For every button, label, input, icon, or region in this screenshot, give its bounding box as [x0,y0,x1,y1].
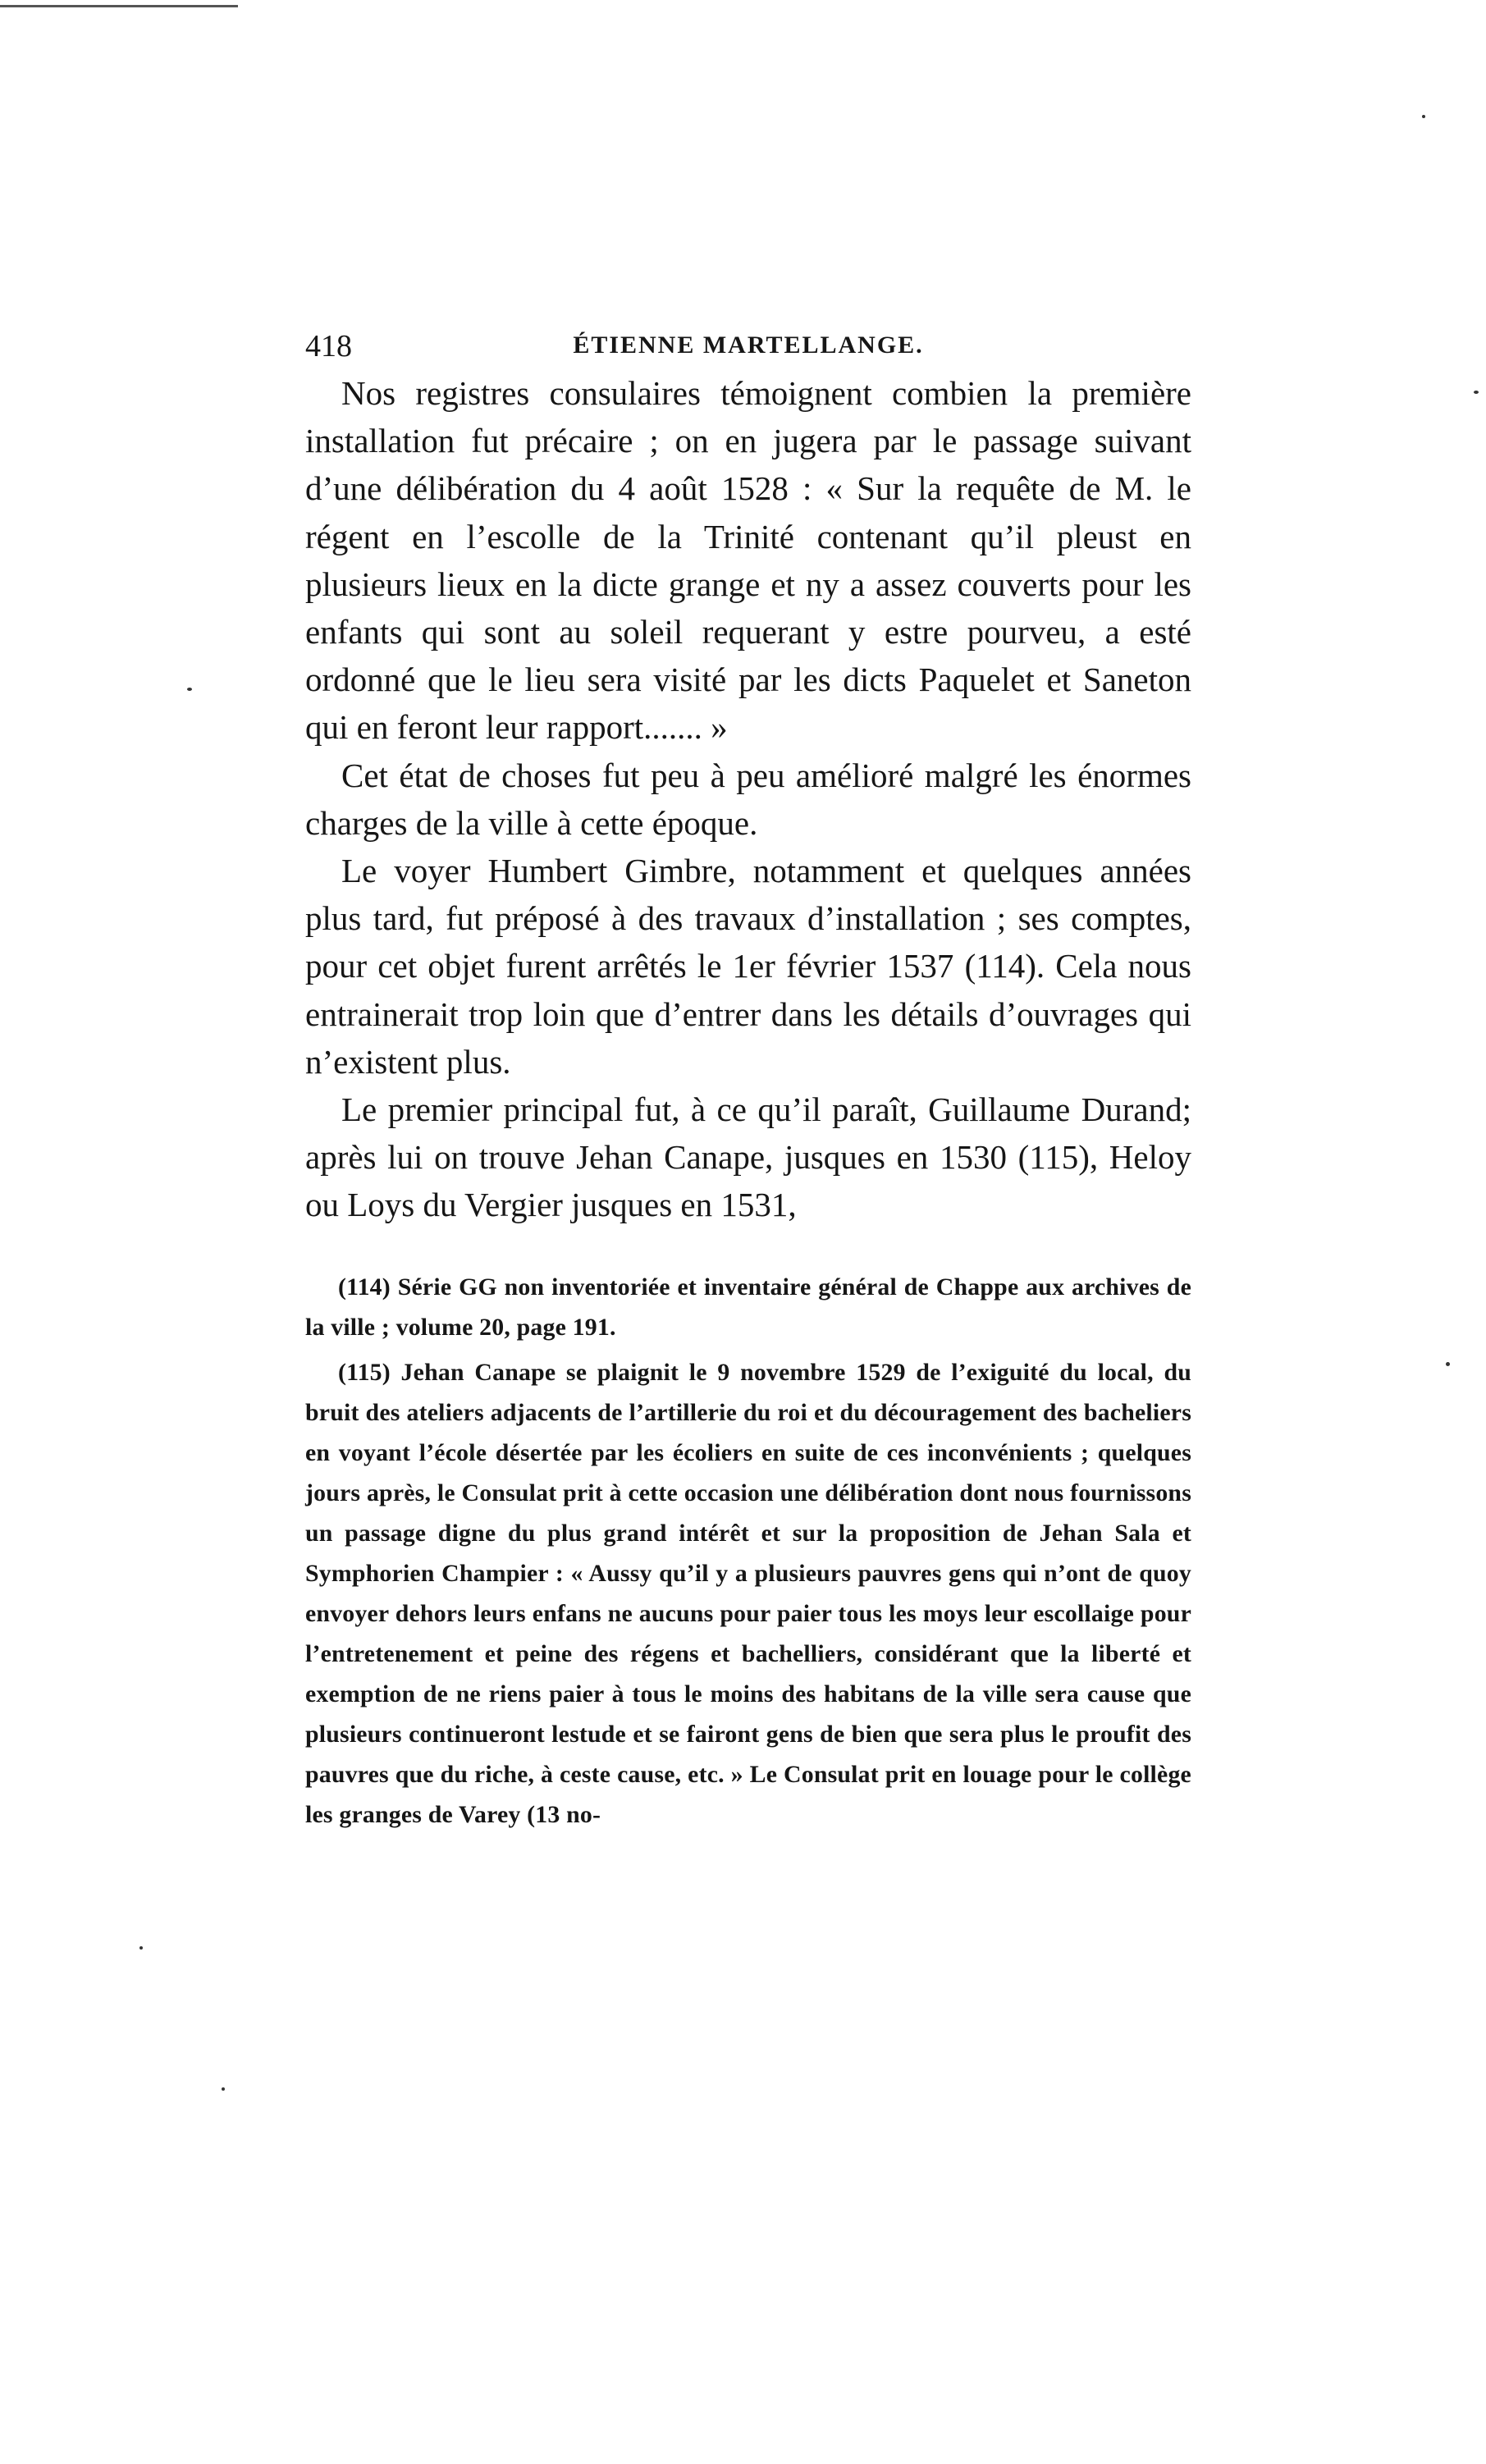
scan-edge-rule [0,5,238,7]
body-paragraph: Le voyer Humbert Gimbre, notamment et quelques années plus tard, fut préposé à des travaux d’installation ; ses comptes, pour cet objet furent arrêtés le 1er février 1537 (114). Cela nous entrainerait trop loin que d’entrer dans les détails d’ouvrages qui n’existent plus. [305,852,1191,1081]
running-head [305,323,1191,369]
scan-speck [187,688,192,691]
scan-speck [139,1946,143,1950]
body-paragraph: Le premier principal fut, à ce qu’il paraît, Guillaume Durand; après lui on trouve Jehan Canape, jusques en 1530 (115), Heloy ou Loys du Vergier jusques en 1531, [305,1090,1191,1224]
body-paragraph: Nos registres consulaires témoignent combien la première installation fut précaire ; on en jugera par le passage suivant d’une délibération du 4 août 1528 : « Sur la requête de M. le régent en l’escolle de la Trinité contenant qu’il pleust en plusieurs lieux en la dicte grange et ny a assez couverts pour les enfants qui sont au soleil requerant y estre pourveu, a esté ordonné que le lieu sera visité par les dicts Paquelet et Saneton qui en feront leur rapport....... » [305,374,1191,747]
body-paragraph: Cet état de choses fut peu à peu amélioré malgré les énormes charges de la ville à cette époque. [305,756,1191,842]
footnotes [305,1267,1191,1835]
scan-speck [1446,1362,1450,1366]
scan-speck [1422,115,1425,118]
footnote-115: (115) Jehan Canape se plaignit le 9 novembre 1529 de l’exiguité du local, du bruit des ateliers adjacents de l’artillerie du roi et du découragement des bacheliers en voyant l’école désertée par les écoliers en suite de ces inconvénients ; quelques jours après, le Consulat prit à cette occasion une délibération dont nous fournissons un passage digne du plus grand intérêt et sur la proposition de Jehan Sala et Symphorien Champier : « Aussy qu’il y a plusieurs pauvres gens qui n’ont de quoy envoyer dehors leurs enfans ne aucuns pour paier tous les moys leur escollaige pour l’entretenement et peine des régens et bachelliers, considérant que la liberté et exemption de ne riens paier à tous le moins des habitans de la ville sera cause que plusieurs continueront lestude et se fairont gens de bien que sera plus le proufit des pauvres que du riche, à ceste cause, etc. » Le Consulat prit en louage pour le collège les granges de Varey (13 no- [305,1358,1191,1828]
page-number: 418 [305,329,352,363]
footnote-114: (114) Série GG non inventoriée et inventaire général de Chappe aux archives de la ville ; volume 20, page 191. [305,1273,1191,1341]
scan-speck [222,2087,225,2091]
scan-speck [1474,391,1479,394]
running-title: ÉTIENNE MARTELLANGE. [573,331,924,359]
book-page [305,323,1191,1840]
body-text [305,369,1191,1229]
